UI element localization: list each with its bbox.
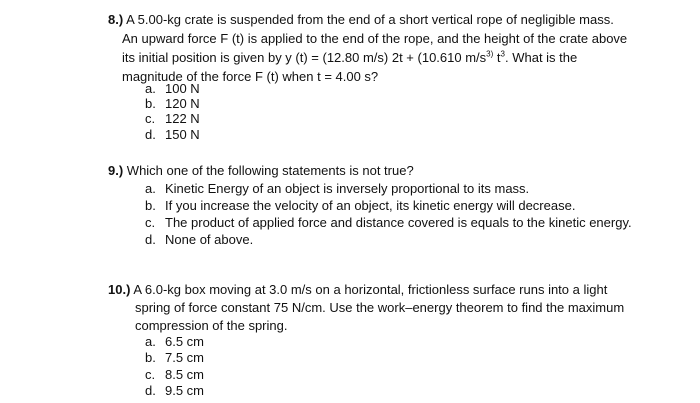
- option-9d: d. None of above.: [145, 232, 254, 247]
- option-10b: b. 7.5 cm: [145, 350, 205, 365]
- option-8c: c. 122 N: [145, 111, 200, 126]
- question-8-line-2: An upward force F (t) is applied to the end of the rope, and the height of the crate above: [122, 31, 628, 46]
- option-9b: b. If you increase the velocity of an object, its kinetic energy will decrease.: [145, 198, 576, 213]
- option-9c: c. The product of applied force and distance covered is equals to the kinetic energy.: [145, 215, 632, 230]
- option-8d: d. 150 N: [145, 127, 200, 142]
- option-8b: b. 120 N: [145, 96, 200, 111]
- option-9a: a. Kinetic Energy of an object is inversely proportional to its mass.: [145, 181, 530, 196]
- option-10d: d. 9.5 cm: [145, 383, 205, 398]
- question-8-line-1: 8.) A 5.00-kg crate is suspended from the end of a short vertical rope of negligible mass.: [108, 12, 614, 27]
- question-10-line-2: spring of force constant 75 N/cm. Use the work–energy theorem to find the maximum: [135, 300, 625, 315]
- question-8-line-3: its initial position is given by y (t) = (12.80 m/s) 2t + (10.610 $m/s^{3)}$ $t^3$. What is the: [122, 49, 578, 65]
- question-number: 8.): [108, 12, 124, 27]
- option-8a: a. 100 N: [145, 81, 200, 96]
- question-10-line-1: 10.) A 6.0-kg box moving at 3.0 m/s on a horizontal, frictionless surface runs into a light: [108, 282, 608, 297]
- option-10c: c. 8.5 cm: [145, 367, 205, 382]
- question-10-line-3: compression of the spring.: [135, 318, 288, 333]
- question-8-line-4: magnitude of the force F (t) when t = 4.00 s?: [122, 69, 379, 84]
- option-10a: a. 6.5 cm: [145, 334, 205, 349]
- question-9-line-1: 9.) Which one of the following statements is not true?: [108, 163, 414, 178]
